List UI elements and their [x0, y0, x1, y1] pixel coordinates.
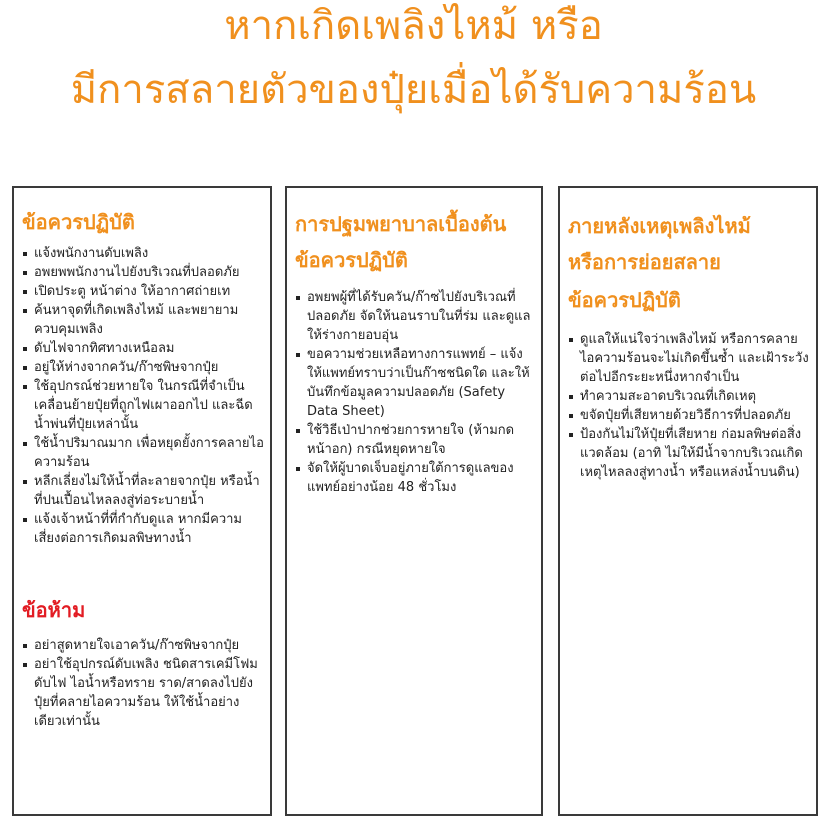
list-item: ป้องกันไม่ให้ปุ๋ยที่เสียหาย ก่อมลพิษต่อสิ่งแวดล้อม (อาทิ ไม่ให้มีน้ำจากบริเวณเกิดเหตุไหลลงสู่ทางน้ำ หรือแหล่งน้ำบนดิน) — [568, 425, 810, 482]
list-item: อพยพพนักงานไปยังบริเวณที่ปลอดภัย — [22, 263, 264, 282]
prohibitions-heading: ข้อห้าม — [22, 598, 86, 622]
panel-3-heading-line-2: หรือการย่อยสลาย — [568, 250, 721, 274]
list-item: ขอความช่วยเหลือทางการแพทย์ – แจ้งให้แพทย์ทราบว่าเป็นก๊าซชนิดใด และให้บันทึกข้อมูลความปลอดภัย (Safety Data Sheet) — [295, 345, 535, 421]
panel-2-heading-line-1: การปฐมพยาบาลเบื้องต้น — [295, 212, 507, 236]
list-item: แจ้งเจ้าหน้าที่ที่กำกับดูแล หากมีความเสี่ยงต่อการเกิดมลพิษทางน้ำ — [22, 510, 264, 548]
list-item: อยู่ให้ห่างจากควัน/ก๊าซพิษจากปุ๋ย — [22, 358, 264, 377]
prohibitions-list — [22, 636, 264, 731]
list-item: อพยพผู้ที่ได้รับควัน/ก๊าซไปยังบริเวณที่ปลอดภัย จัดให้นอนราบในที่ร่ม และดูแลให้ร่างกายอบอุ่น — [295, 288, 535, 345]
list-item: แจ้งพนักงานดับเพลิง — [22, 244, 264, 263]
list-item: เปิดประตู หน้าต่าง ให้อากาศถ่ายเท — [22, 282, 264, 301]
panel-1-heading: ข้อควรปฏิบัติ — [22, 210, 135, 234]
list-item: ใช้อุปกรณ์ช่วยหายใจ ในกรณีที่จำเป็น เคลื่อนย้ายปุ๋ยที่ถูกไฟเผาออกไป และฉีดน้ำพ่นที่ปุ๋ยเหล่านั้น — [22, 377, 264, 434]
panel-1-list — [22, 244, 264, 548]
list-item: ใช้น้ำปริมาณมาก เพื่อหยุดยั้งการคลายไอความร้อน — [22, 434, 264, 472]
list-item: หลีกเลี่ยงไม่ให้น้ำที่ละลายจากปุ๋ย หรือน้ำที่ปนเปื้อนไหลลงสู่ท่อระบายน้ำ — [22, 472, 264, 510]
page-title-line-2: มีการสลายตัวของปุ๋ยเมื่อได้รับความร้อน — [70, 67, 757, 113]
list-item: อย่าใช้อุปกรณ์ดับเพลิง ชนิดสารเคมีโฟมดับไฟ ไอน้ำหรือทราย ราด/สาดลงไปยังปุ๋ยที่คลายไอความร้อน ให้ใช้น้ำอย่างเดียวเท่านั้น — [22, 655, 264, 731]
list-item: ค้นหาจุดที่เกิดเพลิงไหม้ และพยายามควบคุมเพลิง — [22, 301, 264, 339]
panel-3-list — [568, 330, 810, 482]
panel-first-aid — [285, 186, 543, 816]
panel-3-heading-line-3: ข้อควรปฏิบัติ — [568, 288, 681, 312]
list-item: อย่าสูดหายใจเอาควัน/ก๊าซพิษจากปุ๋ย — [22, 636, 264, 655]
list-item: ใช้วิธีเป่าปากช่วยการหายใจ (ห้ามกดหน้าอก) กรณีหยุดหายใจ — [295, 421, 535, 459]
list-item: จัดให้ผู้บาดเจ็บอยู่ภายใต้การดูแลของแพทย์อย่างน้อย 48 ชั่วโมง — [295, 459, 535, 497]
list-item: ดับไฟจากทิศทางเหนือลม — [22, 339, 264, 358]
page-title-line-1: หากเกิดเพลิงไหม้ หรือ — [224, 3, 603, 49]
panel-2-list — [295, 288, 535, 497]
panel-2-heading-line-2: ข้อควรปฏิบัติ — [295, 248, 408, 272]
list-item: ขจัดปุ๋ยที่เสียหายด้วยวิธีการที่ปลอดภัย — [568, 406, 810, 425]
list-item: ทำความสะอาดบริเวณที่เกิดเหตุ — [568, 387, 810, 406]
list-item: ดูแลให้แน่ใจว่าเพลิงไหม้ หรือการคลายไอความร้อนจะไม่เกิดขึ้นซ้ำ และเฝ้าระวังต่อไปอีกระยะหนึ่งหากจำเป็น — [568, 330, 810, 387]
panel-after-fire — [558, 186, 818, 816]
panel-during-fire — [12, 186, 272, 816]
panel-3-heading-line-1: ภายหลังเหตุเพลิงไหม้ — [568, 214, 751, 238]
